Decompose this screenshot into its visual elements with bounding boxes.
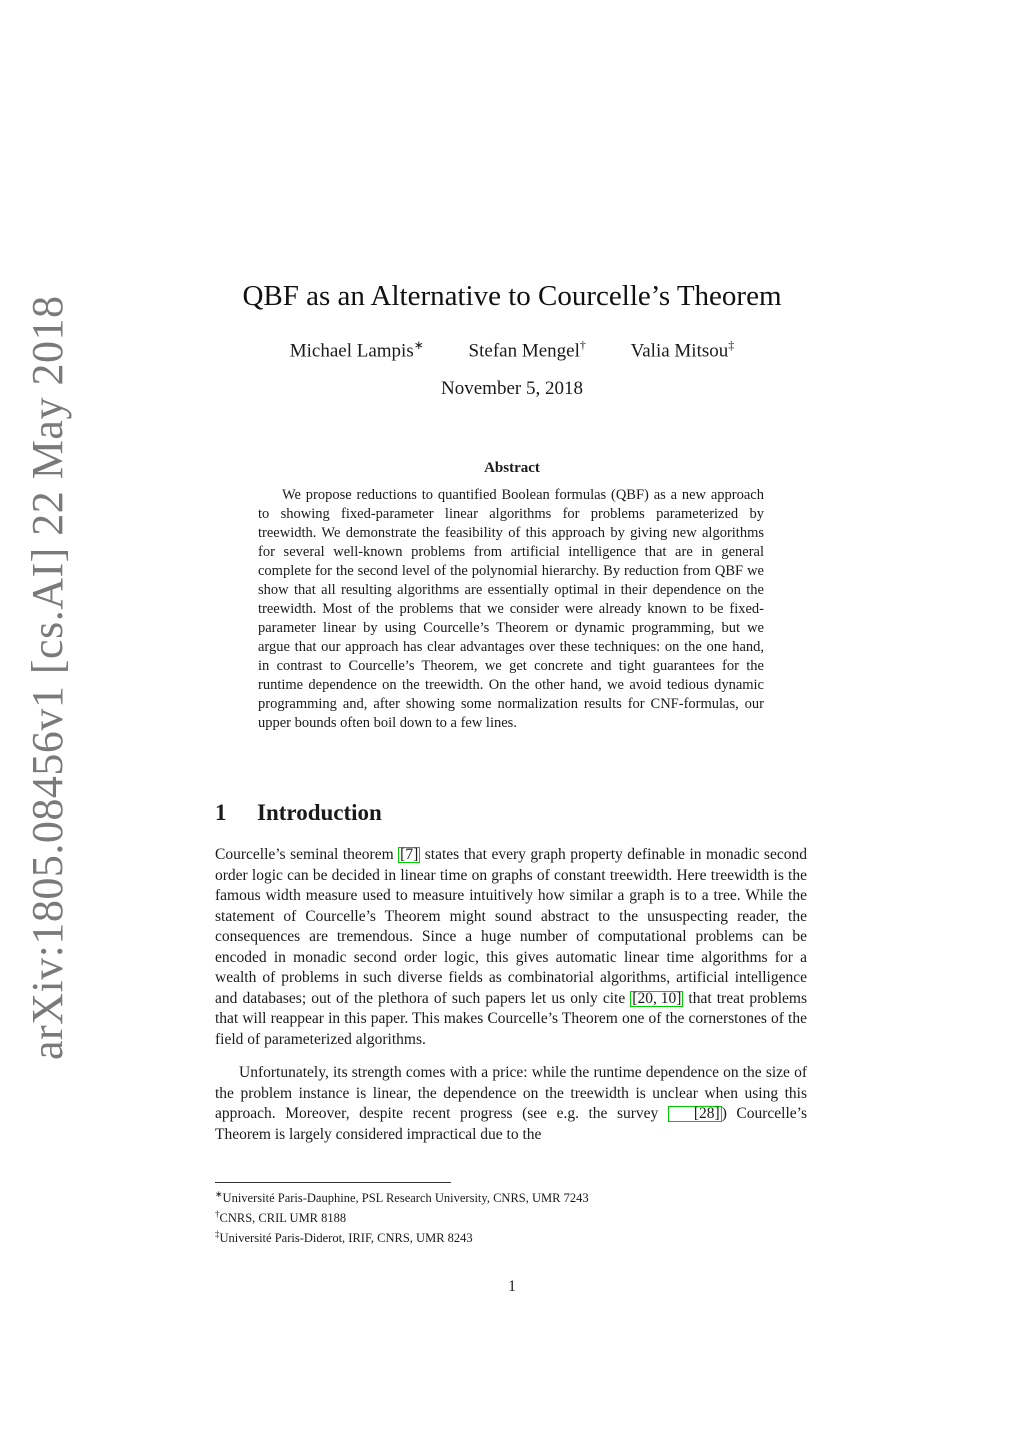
footnote-rule	[215, 1182, 451, 1183]
footnote-1-text: Université Paris-Dauphine, PSL Research University, CNRS, UMR 7243	[222, 1191, 589, 1206]
footnote-1-mark: ∗	[215, 1189, 223, 1199]
author-2	[469, 338, 586, 362]
abstract-heading: Abstract	[484, 460, 540, 476]
author-2-mark: †	[579, 338, 586, 352]
author-3	[631, 338, 735, 362]
paper-date: November 5, 2018	[441, 378, 583, 399]
p1-text-b: states that every graph property definable in monadic second order logic can be decided in linear time on graphs of constant treewidth. Here treewidth is the famous width measure used to measure intuitively how similar a graph is to a tree. While the statement of Courcelle’s Theorem might sound abstract to the unsuspecting reader, the consequences are tremendous. Since a huge number of computational problems can be encoded in monadic second order logic, this gives automatic linear time algorithms for a wealth of problems in such diverse fields as combinatorial algorithms, artificial intelligence and databases; out of the plethora of such papers let us only cite	[215, 846, 807, 1007]
footnote-3-mark: ‡	[215, 1229, 220, 1240]
author-3-name: Valia Mitsou	[630, 340, 729, 362]
author-1	[290, 338, 424, 362]
footnote-2	[215, 1206, 815, 1226]
footnote-2-text: CNRS, CRIL UMR 8188	[219, 1211, 347, 1226]
abstract-text: We propose reductions to quantified Boolean formulas (QBF) as a new approach to showing fixed-parameter linear algorithms for problems parameterized by treewidth. We demonstrate the feasibility of this approach by giving new algorithms for several well-known problems from artificial intelligence that are in general complete for the second level of the polynomial hierarchy. By reduction from QBF we show that all resulting algorithms are essentially optimal in their dependence on the treewidth. Most of the problems that we consider were already known to be fixed-parameter linear by using Courcelle’s Theorem or dynamic programming, but we argue that our approach has clear advantages over these techniques: on the one hand, in contrast to Courcelle’s Theorem, we get concrete and tight guarantees for the runtime dependence on the treewidth. On the other hand, we avoid tedious dynamic programming and, after showing some normalization results for CNF-formulas, our upper bounds often boil down to a few lines.	[258, 487, 764, 731]
author-list	[0, 338, 1024, 362]
footnote-2-mark: †	[215, 1209, 220, 1220]
author-3-mark: ‡	[728, 338, 735, 352]
p1-text-c: that treat problems that will reappear in this paper. This makes Courcelle’s Theorem one of the cornerstones of the field of parameterized algorithms.	[215, 989, 808, 1048]
section-number: 1	[215, 800, 227, 825]
paper-title: QBF as an Alternative to Courcelle’s Theorem	[242, 280, 782, 312]
intro-paragraph-2	[215, 1063, 807, 1145]
citation-link-7[interactable]: [7]	[400, 846, 419, 863]
author-2-name: Stefan Mengel	[468, 340, 580, 362]
arxiv-identifier-stamp: arXiv:1805.08456v1 [cs.AI] 22 May 2018	[23, 295, 72, 1060]
intro-paragraph-1	[215, 845, 807, 1050]
footnote-1	[215, 1186, 815, 1206]
author-1-mark: ∗	[413, 338, 424, 352]
footnote-3	[215, 1226, 815, 1246]
footnote-3-text: Université Paris-Diderot, IRIF, CNRS, UMR 8243	[219, 1231, 473, 1246]
p2-text-a: Unfortunately, its strength comes with a price: while the runtime dependence on the size of the problem instance is linear, the dependence on the treewidth is unclear when using this approach. Moreover, despite recent progress (see e.g. the survey	[215, 1064, 807, 1122]
citation-link-20-10[interactable]: [20, 10]	[632, 989, 682, 1007]
page-number: 1	[508, 1278, 516, 1295]
footnotes	[215, 1186, 815, 1246]
section-heading	[215, 800, 382, 826]
p1-text-a: Courcelle’s seminal theorem	[215, 846, 399, 863]
section-title: Introduction	[257, 800, 382, 825]
author-1-name: Michael Lampis	[289, 340, 414, 362]
citation-link-28[interactable]: [28]	[668, 1106, 722, 1122]
p2-text-b: ) Courcelle’s Theorem is largely considered impractical due to the	[215, 1105, 807, 1143]
